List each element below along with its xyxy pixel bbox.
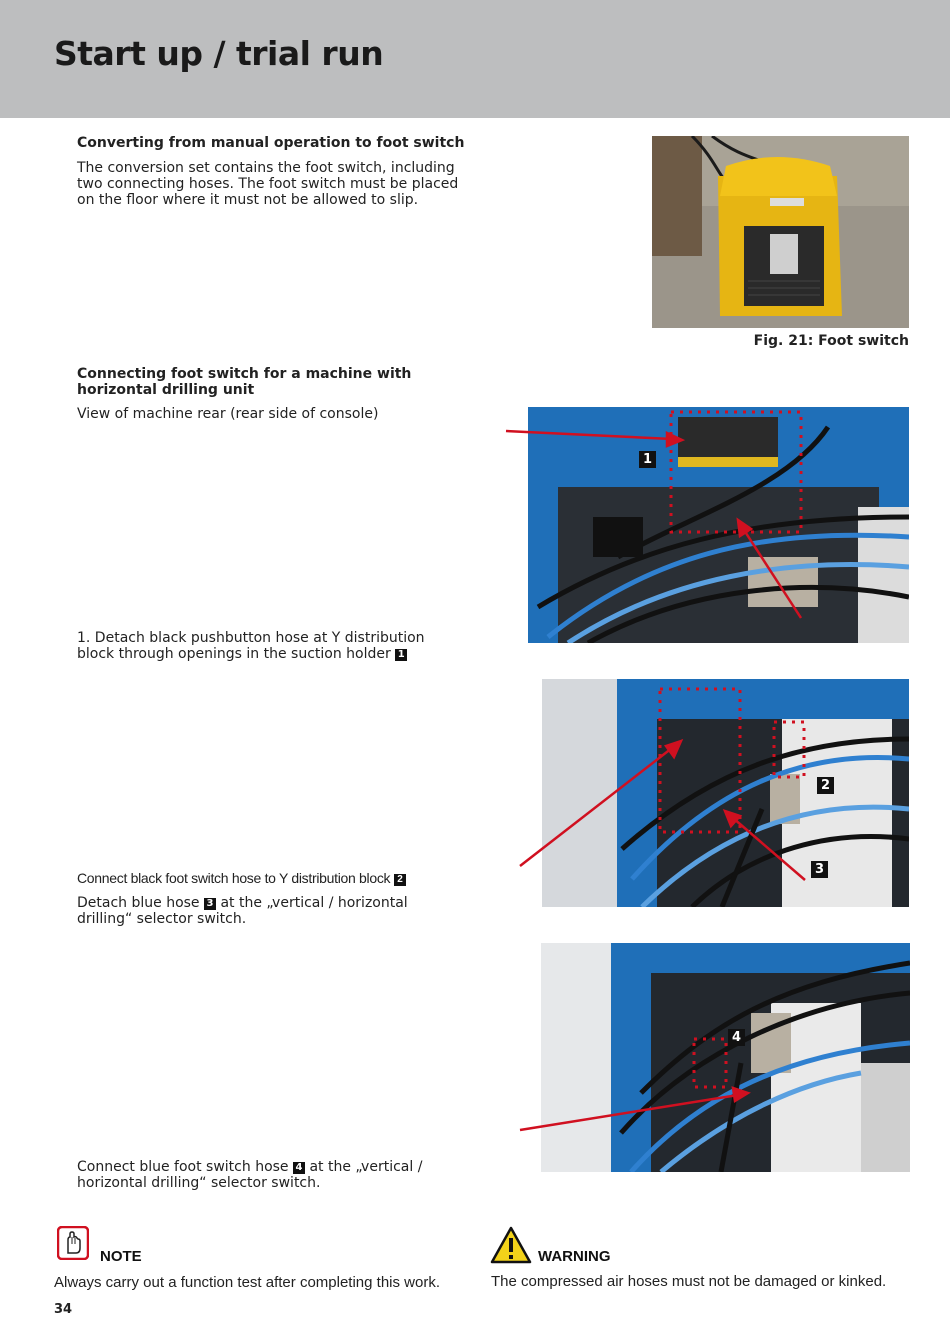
arrow-head-4 <box>725 811 740 826</box>
photo-label-3: 3 <box>811 861 828 878</box>
photo-label-4: 4 <box>728 1029 745 1046</box>
arrow-head-5 <box>733 1088 748 1101</box>
section-heading-connecting: Connecting foot switch for a machine with horizontal drilling unit <box>77 366 412 398</box>
step-2-label: Connect black foot switch hose to Y distribution block <box>77 870 391 886</box>
step-4-label-post: at the „vertical / horizontal drilling“ selector switch. <box>77 1159 423 1191</box>
section-heading-conversion: Converting from manual operation to foot switch <box>77 135 465 151</box>
step-1-marker: 1 <box>395 649 407 661</box>
arrow-line-1 <box>506 431 672 439</box>
arrow-line-4 <box>733 818 805 880</box>
figure-21-caption: Fig. 21: Foot switch <box>753 333 909 349</box>
page-number: 34 <box>54 1302 73 1317</box>
section-body-conversion: The conversion set contains the foot switch, including two connecting hoses. The foot switch must be placed on the floor where it must not be allowed to slip. <box>77 160 459 208</box>
arrow-line-3 <box>520 748 672 866</box>
photo-label-2: 2 <box>817 777 834 794</box>
warning-title: WARNING <box>538 1248 611 1265</box>
page-title: Start up / trial run <box>54 34 384 73</box>
step-2-marker: 2 <box>394 874 406 886</box>
step-2-text <box>77 870 437 886</box>
warning-triangle-icon <box>490 1226 532 1264</box>
arrow-line-5 <box>520 1095 738 1130</box>
arrow-head-1 <box>667 433 682 446</box>
arrow-head-3 <box>666 741 681 757</box>
section-subheading-view: View of machine rear (rear side of console) <box>77 406 379 422</box>
step-1-label: 1. Detach black pushbutton hose at Y distribution block through openings in the suction holder <box>77 630 425 662</box>
step-3-label-pre: Detach blue hose <box>77 895 200 911</box>
hand-stop-icon <box>57 1226 89 1260</box>
warning-text: The compressed air hoses must not be damaged or kinked. <box>491 1273 887 1290</box>
step-4-marker: 4 <box>293 1162 305 1174</box>
step-4-label-pre: Connect blue foot switch hose <box>77 1159 289 1175</box>
step-3-label-post: at the „vertical / horizontal drilling“ selector switch. <box>77 895 408 927</box>
note-title: NOTE <box>100 1248 142 1265</box>
step-3-text <box>77 895 462 927</box>
step-1-text <box>77 630 457 662</box>
arrow-line-2 <box>744 530 801 618</box>
arrow-head-2 <box>738 520 751 536</box>
step-3-marker: 3 <box>204 898 216 910</box>
note-text: Always carry out a function test after completing this work. <box>54 1274 440 1291</box>
photo-label-1: 1 <box>639 451 656 468</box>
step-4-text <box>77 1159 477 1191</box>
